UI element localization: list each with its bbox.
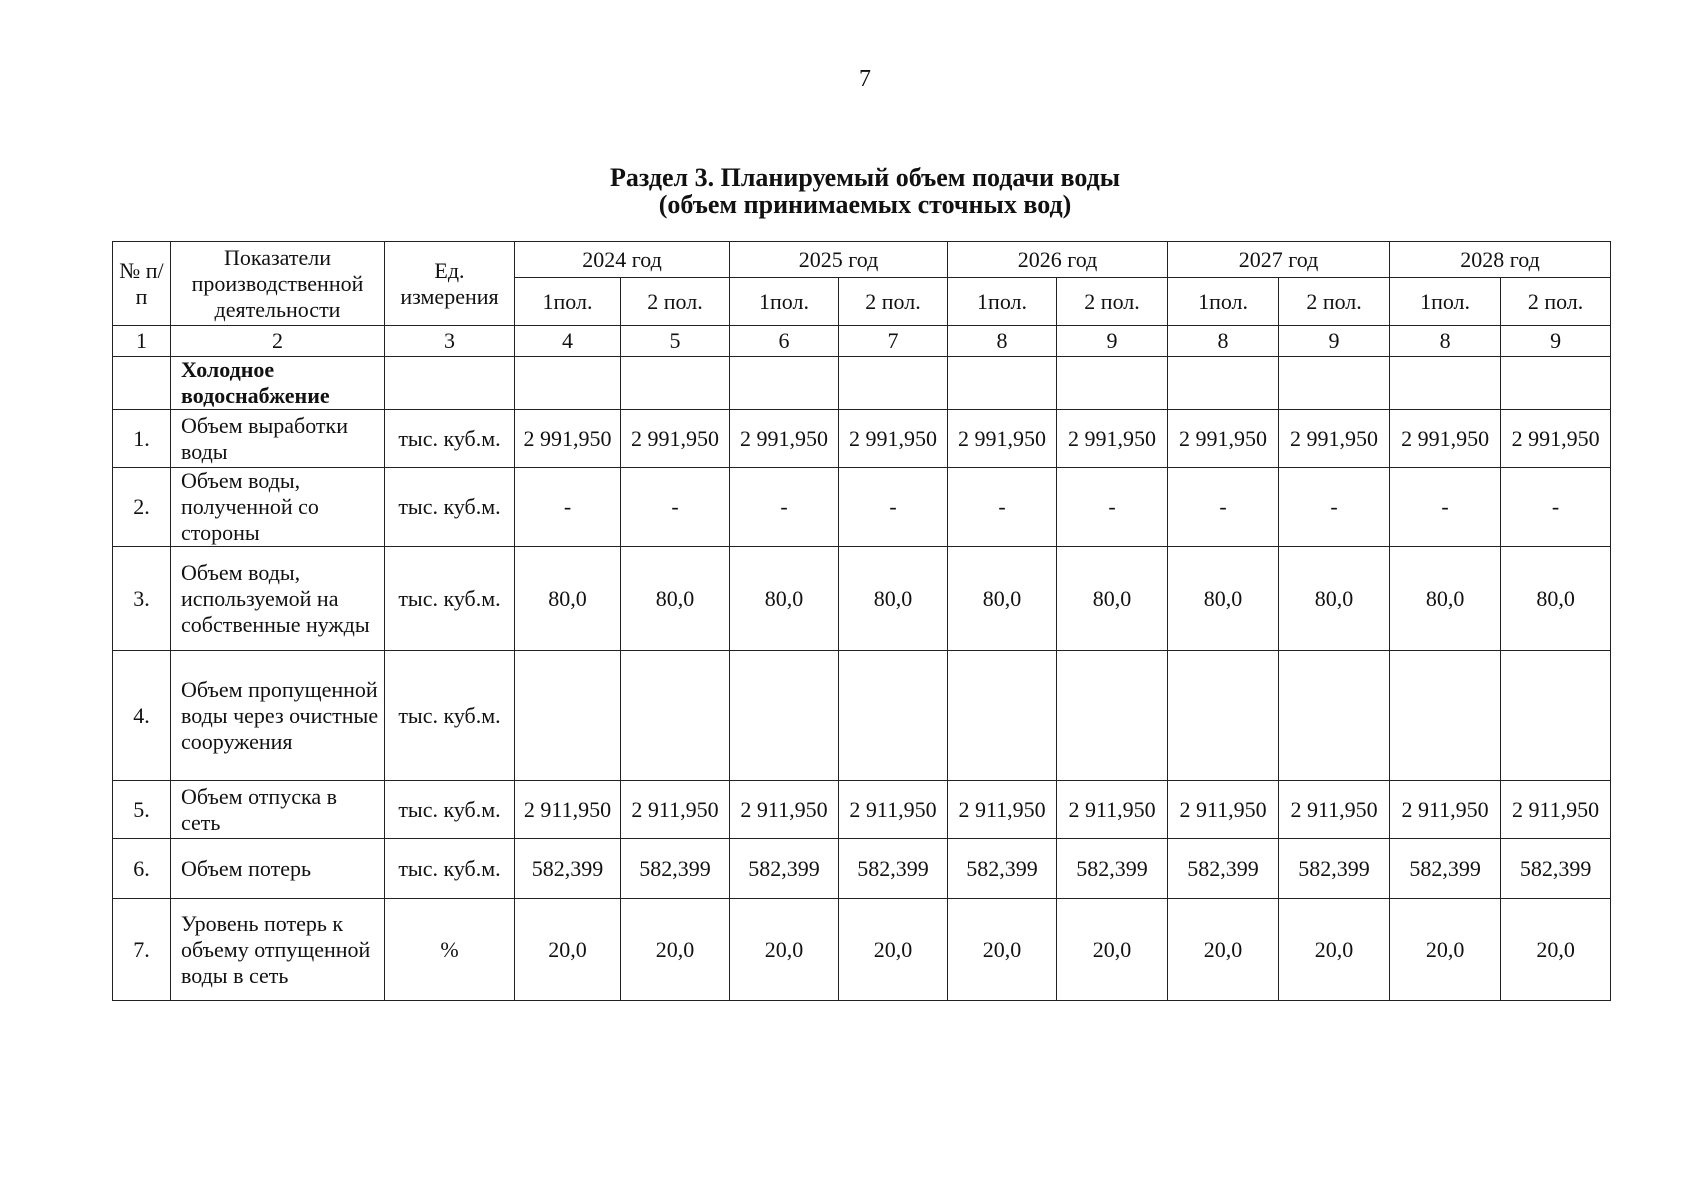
value-cell: 20,0: [1390, 899, 1501, 1001]
value-cell: 80,0: [1390, 547, 1501, 651]
value-cell: [515, 651, 621, 781]
column-number-row: [113, 326, 1611, 357]
empty-cell: [1390, 357, 1501, 410]
column-number: 3: [385, 326, 515, 357]
empty-cell: [1501, 357, 1611, 410]
value-cell: 2 991,950: [1168, 410, 1279, 468]
column-number: 8: [1390, 326, 1501, 357]
value-cell: -: [515, 468, 621, 547]
header-half: 2 пол.: [1501, 278, 1611, 326]
page-number: 7: [859, 66, 871, 92]
unit-cell: тыс. куб.м.: [385, 410, 515, 468]
header-half: 1пол.: [1390, 278, 1501, 326]
value-cell: 80,0: [1279, 547, 1390, 651]
empty-cell: [621, 357, 730, 410]
value-cell: 2 911,950: [1279, 781, 1390, 839]
row-number: 7.: [113, 899, 171, 1001]
value-cell: 80,0: [730, 547, 839, 651]
row-number: 1.: [113, 410, 171, 468]
value-cell: 582,399: [1168, 839, 1279, 899]
header-year: 2028 год: [1390, 242, 1611, 278]
column-number: 9: [1057, 326, 1168, 357]
column-number: 2: [171, 326, 385, 357]
value-cell: 582,399: [621, 839, 730, 899]
value-cell: 80,0: [948, 547, 1057, 651]
value-cell: 2 911,950: [839, 781, 948, 839]
value-cell: 20,0: [948, 899, 1057, 1001]
value-cell: 80,0: [1168, 547, 1279, 651]
section-title-line-2: (объем принимаемых сточных вод): [658, 190, 1072, 219]
value-cell: 582,399: [839, 839, 948, 899]
unit-cell: тыс. куб.м.: [385, 781, 515, 839]
table-body: [113, 410, 1611, 1001]
row-number: 3.: [113, 547, 171, 651]
empty-cell: [730, 357, 839, 410]
header-half: 1пол.: [1168, 278, 1279, 326]
value-cell: 2 991,950: [515, 410, 621, 468]
water-supply-table: [112, 241, 1611, 1001]
value-cell: -: [839, 468, 948, 547]
row-number: 6.: [113, 839, 171, 899]
column-number: 5: [621, 326, 730, 357]
header-year: 2024 год: [515, 242, 730, 278]
indicator-name: Объем воды, используемой на собственные нужды: [171, 547, 385, 651]
value-cell: 582,399: [948, 839, 1057, 899]
value-cell: -: [1057, 468, 1168, 547]
indicator-name: Объем потерь: [171, 839, 385, 899]
indicator-name: Объем выработки воды: [171, 410, 385, 468]
value-cell: 20,0: [515, 899, 621, 1001]
header-year: 2025 год: [730, 242, 948, 278]
column-number: 4: [515, 326, 621, 357]
value-cell: 2 911,950: [1390, 781, 1501, 839]
section-title: [0, 164, 1695, 218]
header-half: 1пол.: [730, 278, 839, 326]
table-row: [113, 410, 1611, 468]
column-number: 6: [730, 326, 839, 357]
header-indicator: Показатели производственной деятельности: [171, 242, 385, 326]
header-row-years: [113, 242, 1611, 278]
value-cell: 20,0: [1279, 899, 1390, 1001]
unit-cell: тыс. куб.м.: [385, 651, 515, 781]
value-cell: -: [1390, 468, 1501, 547]
value-cell: 2 991,950: [730, 410, 839, 468]
value-cell: 80,0: [839, 547, 948, 651]
unit-cell: тыс. куб.м.: [385, 839, 515, 899]
table-row: [113, 899, 1611, 1001]
value-cell: 2 991,950: [1057, 410, 1168, 468]
column-number: 9: [1279, 326, 1390, 357]
column-number: 1: [113, 326, 171, 357]
value-cell: 80,0: [1057, 547, 1168, 651]
header-half: 1пол.: [948, 278, 1057, 326]
indicator-name: Уровень потерь к объему отпущенной воды в сеть: [171, 899, 385, 1001]
value-cell: 2 991,950: [1390, 410, 1501, 468]
value-cell: -: [621, 468, 730, 547]
table-row: [113, 839, 1611, 899]
value-cell: 20,0: [621, 899, 730, 1001]
section-row: [113, 357, 1611, 410]
value-cell: -: [1168, 468, 1279, 547]
value-cell: 2 911,950: [1501, 781, 1611, 839]
value-cell: [1168, 651, 1279, 781]
column-number: 8: [1168, 326, 1279, 357]
empty-cell: [1279, 357, 1390, 410]
value-cell: 582,399: [1501, 839, 1611, 899]
section-label: Холодное водоснабжение: [171, 357, 385, 410]
value-cell: 80,0: [515, 547, 621, 651]
value-cell: 20,0: [1168, 899, 1279, 1001]
header-half: 2 пол.: [621, 278, 730, 326]
value-cell: 20,0: [1501, 899, 1611, 1001]
empty-cell: [948, 357, 1057, 410]
value-cell: 2 991,950: [839, 410, 948, 468]
value-cell: 20,0: [839, 899, 948, 1001]
value-cell: [839, 651, 948, 781]
unit-cell: %: [385, 899, 515, 1001]
value-cell: [621, 651, 730, 781]
header-year: 2027 год: [1168, 242, 1390, 278]
table-row: [113, 547, 1611, 651]
empty-cell: [839, 357, 948, 410]
value-cell: 582,399: [730, 839, 839, 899]
indicator-name: Объем воды, полученной со стороны: [171, 468, 385, 547]
value-cell: [1057, 651, 1168, 781]
value-cell: 20,0: [1057, 899, 1168, 1001]
header-half: 2 пол.: [839, 278, 948, 326]
empty-cell: [515, 357, 621, 410]
table-row: [113, 468, 1611, 547]
empty-cell: [1057, 357, 1168, 410]
value-cell: -: [730, 468, 839, 547]
value-cell: 582,399: [515, 839, 621, 899]
unit-cell: тыс. куб.м.: [385, 547, 515, 651]
row-number: 5.: [113, 781, 171, 839]
value-cell: 582,399: [1057, 839, 1168, 899]
indicator-name: Объем отпуска в сеть: [171, 781, 385, 839]
value-cell: 582,399: [1279, 839, 1390, 899]
value-cell: 2 911,950: [1168, 781, 1279, 839]
value-cell: 2 911,950: [621, 781, 730, 839]
header-year: 2026 год: [948, 242, 1168, 278]
value-cell: 2 911,950: [730, 781, 839, 839]
value-cell: 20,0: [730, 899, 839, 1001]
value-cell: 2 991,950: [948, 410, 1057, 468]
value-cell: 2 911,950: [515, 781, 621, 839]
header-half: 1пол.: [515, 278, 621, 326]
header-half: 2 пол.: [1279, 278, 1390, 326]
value-cell: 2 911,950: [1057, 781, 1168, 839]
value-cell: [948, 651, 1057, 781]
empty-cell: [113, 357, 171, 410]
value-cell: 80,0: [1501, 547, 1611, 651]
table-row: [113, 651, 1611, 781]
unit-cell: тыс. куб.м.: [385, 468, 515, 547]
row-number: 2.: [113, 468, 171, 547]
column-number: 9: [1501, 326, 1611, 357]
column-number: 7: [839, 326, 948, 357]
row-number: 4.: [113, 651, 171, 781]
value-cell: [1501, 651, 1611, 781]
value-cell: [1279, 651, 1390, 781]
value-cell: -: [948, 468, 1057, 547]
value-cell: [730, 651, 839, 781]
value-cell: 2 991,950: [621, 410, 730, 468]
indicator-name: Объем пропущенной воды через очистные сооружения: [171, 651, 385, 781]
value-cell: 2 991,950: [1501, 410, 1611, 468]
section-title-line-1: Раздел 3. Планируемый объем подачи воды: [609, 163, 1121, 192]
header-half: 2 пол.: [1057, 278, 1168, 326]
empty-cell: [1168, 357, 1279, 410]
value-cell: 80,0: [621, 547, 730, 651]
header-num: № п/п: [113, 242, 171, 326]
column-number: 8: [948, 326, 1057, 357]
value-cell: 2 991,950: [1279, 410, 1390, 468]
value-cell: [1390, 651, 1501, 781]
table-row: [113, 781, 1611, 839]
value-cell: 2 911,950: [948, 781, 1057, 839]
empty-cell: [385, 357, 515, 410]
value-cell: 582,399: [1390, 839, 1501, 899]
value-cell: -: [1279, 468, 1390, 547]
value-cell: -: [1501, 468, 1611, 547]
header-unit: Ед. измерения: [385, 242, 515, 326]
